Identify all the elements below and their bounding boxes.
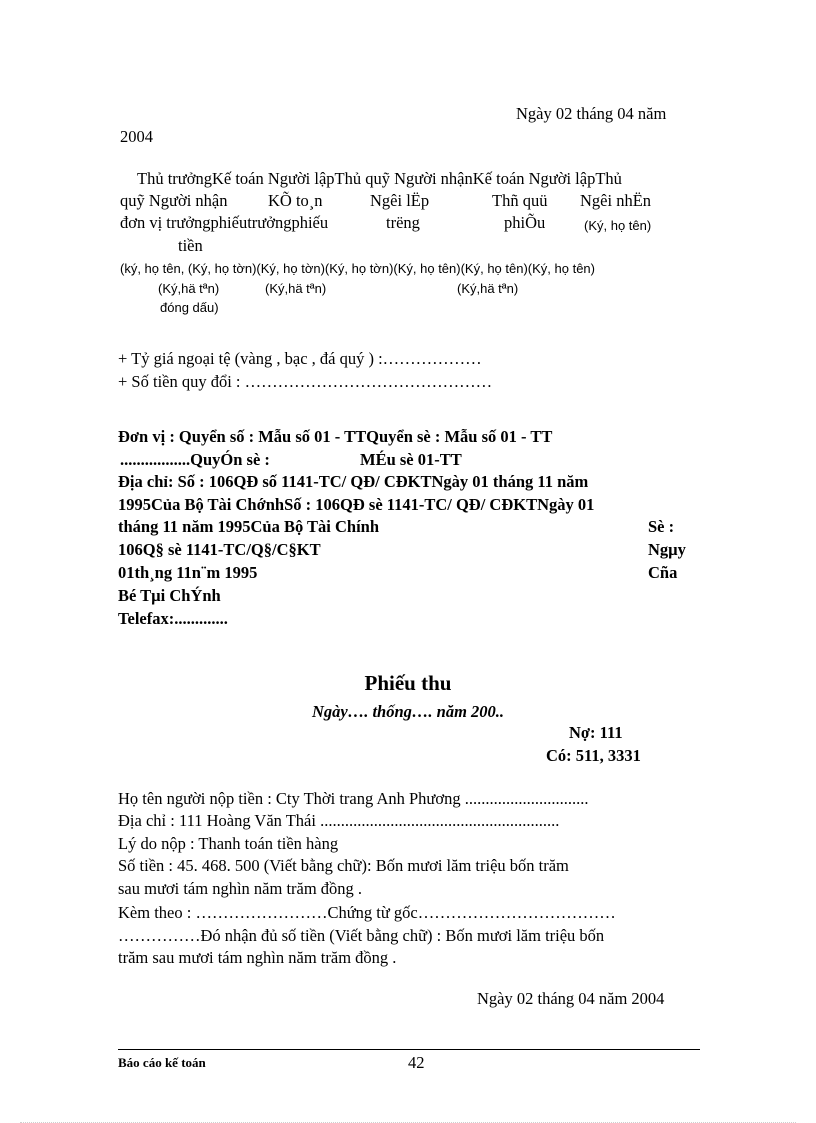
header-line-5a: tháng 11 năm 1995Của Bộ Tài Chính — [118, 517, 380, 536]
payer-line: Họ tên người nộp tiền : Cty Thời trang Anh Phương .............................. — [118, 789, 589, 808]
receipt-title: Phiếu thu — [364, 671, 452, 695]
page-number: 42 — [408, 1053, 425, 1072]
top-date-line1: Ngày 02 tháng 04 năm — [516, 104, 667, 123]
signature-row-3a: đơn vị trưởngphiếutrưởngphiếu — [120, 213, 329, 232]
telefax-line: Telefax:............. — [118, 609, 228, 628]
header-line-2a: .................QuyÓn sè : — [120, 450, 270, 469]
header-line-4: 1995Của Bộ Tài ChớnhSố : 106QĐ sè 1141-TC/ QĐ/ CĐKTNgày 01 — [118, 495, 595, 514]
signature-row-2c: Ngêi lËp — [370, 191, 430, 210]
signature-row-3b: trëng — [386, 213, 420, 232]
signature-row-4: tiền — [178, 236, 203, 255]
signature-row-6b: (Ký,hä tªn) — [265, 281, 327, 296]
footer-rule — [118, 1049, 700, 1050]
amount-continuation: sau mươi tám nghìn năm trăm đồng . — [118, 879, 363, 898]
exchange-rate-line: + Tỷ giá ngoại tệ (vàng , bạc , đá quý ) :……………… — [118, 349, 482, 368]
credit-account: Có: 511, 3331 — [546, 746, 641, 765]
received-continuation: trăm sau mươi tám nghìn năm trăm đồng . — [118, 948, 397, 967]
header-line-3: Địa chỉ: Số : 106QĐ số 1141-TC/ QĐ/ CĐKTNgày 01 tháng 11 năm — [118, 472, 589, 491]
signature-row-3c: phiÕu — [504, 213, 546, 232]
signature-row-2d: Thñ quü — [492, 191, 548, 210]
received-line: ……………Đó nhận đủ số tiền (Viết bằng chữ) : Bốn mươi lăm triệu bốn — [118, 926, 605, 945]
footer-title: Báo cáo kế toán — [118, 1055, 206, 1070]
header-line-6a: 106Q§ sè 1141-TC/Q§/C§KT — [118, 540, 321, 559]
header-line-7a: 01th¸ng 11n¨m 1995 — [118, 563, 258, 582]
bottom-date: Ngày 02 tháng 04 năm 2004 — [477, 989, 665, 1008]
header-line-1: Đơn vị : Quyển số : Mẫu số 01 - TTQuyển sè : Mẫu số 01 - TT — [118, 427, 553, 446]
signature-row-6c: (Ký,hä tªn) — [457, 281, 519, 296]
converted-amount-line: + Số tiền quy đổi : ……………………………………… — [118, 372, 493, 391]
signature-row-6a: (Ký,hä tªn) — [158, 281, 220, 296]
reason-line: Lý do nộp : Thanh toán tiền hàng — [118, 834, 339, 853]
signature-row-7: đóng dấu) — [160, 300, 219, 315]
top-date-line2: 2004 — [120, 127, 153, 146]
debit-account: Nợ: 111 — [569, 723, 623, 742]
signature-row-3d: (Ký, họ tên) — [584, 218, 652, 233]
signature-row-1: Thủ trưởngKế toán Người lậpThủ quỹ Người nhậnKế toán Người lậpThủ — [137, 169, 622, 188]
header-line-6b: Ngµy — [648, 540, 686, 559]
header-line-8: Bé Tµi ChÝnh — [118, 586, 221, 605]
signature-row-2e: Ngêi nhËn — [580, 191, 652, 210]
signature-row-5: (ký, họ tên, (Ký, họ tờn)(Ký, họ tờn)(Ký, họ tờn)(Ký, họ tên)(Ký, họ tên)(Ký, họ tên) — [120, 261, 595, 276]
receipt-date-line: Ngày…. thống…. năm 200.. — [311, 702, 505, 721]
attached-documents-line: Kèm theo : ……………………Chứng từ gốc……………………………… — [118, 903, 616, 922]
header-line-7b: Cña — [648, 563, 678, 582]
address-line: Địa chỉ : 111 Hoàng Văn Thái .......................................................... — [118, 811, 560, 830]
signature-row-2b: KÕ to¸n — [268, 191, 323, 210]
amount-line: Số tiền : 45. 468. 500 (Viết bằng chữ): Bốn mươi lăm triệu bốn trăm — [118, 856, 569, 875]
header-line-5b: Sè : — [648, 517, 675, 536]
signature-row-2a: quỹ Người nhận — [120, 191, 228, 210]
header-line-2b: MÉu sè 01-TT — [360, 450, 462, 469]
